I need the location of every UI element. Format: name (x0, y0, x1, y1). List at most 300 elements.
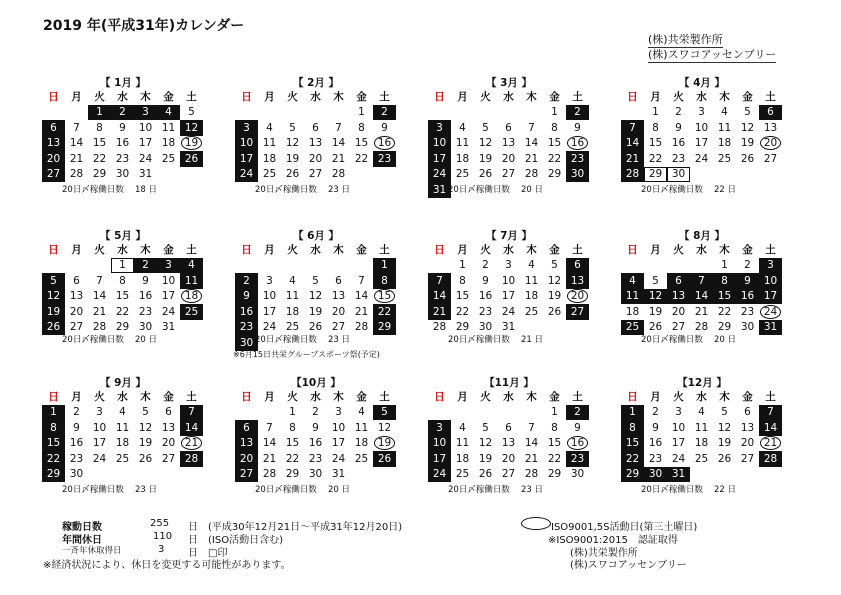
empty-cell (667, 258, 690, 274)
day-cell: 28 (69, 168, 84, 181)
day-cell: 18 (694, 437, 709, 450)
day-cell: 28 (331, 168, 346, 181)
day-cell: 26 (740, 152, 755, 165)
footer-company-2: (株)スワコアッセンブリー (570, 560, 687, 571)
day-cell: 2 (235, 273, 258, 289)
day-cell: 12 (138, 421, 153, 434)
day-cell: 2 (566, 105, 589, 121)
day-cell: 2 (111, 105, 134, 121)
day-cell: 10 (694, 121, 709, 134)
weekday-header: 月 (264, 244, 275, 257)
day-cell (180, 289, 203, 305)
weekday-header: 金 (742, 391, 753, 404)
day-cell: 24 (138, 152, 153, 165)
day-cell: 23 (740, 305, 755, 318)
day-cell: 1 (111, 258, 134, 274)
day-cell: 16 (736, 289, 759, 305)
day-cell: 24 (501, 305, 516, 318)
empty-cell (497, 105, 520, 121)
day-cell: 15 (547, 137, 562, 150)
day-cell: 17 (235, 151, 258, 167)
day-cell: 28 (354, 321, 369, 334)
day-cell: 5 (142, 406, 149, 419)
month-workdays: 20日〆稼働日数 18 日 (62, 185, 158, 195)
day-cell: 20 (42, 151, 65, 167)
day-cell: 20 (740, 437, 755, 450)
month-grid (42, 242, 204, 335)
day-cell: 9 (652, 421, 659, 434)
day-cell: 31 (138, 168, 153, 181)
day-cell: 19 (42, 304, 65, 320)
weekday-header: 金 (163, 91, 174, 104)
weekday-header: 月 (650, 244, 661, 257)
month-name: 【 2月 】 (292, 77, 340, 89)
empty-cell (621, 105, 644, 121)
day-cell: 20 (235, 451, 258, 467)
company-leave-label: 一斉年休取得日 (62, 546, 122, 556)
day-cell: 16 (235, 304, 258, 320)
day-cell: 8 (459, 274, 466, 287)
day-cell: 19 (308, 305, 323, 318)
day-cell: 22 (717, 305, 732, 318)
month-workdays: 20日〆稼働日数 23 日 (448, 485, 544, 495)
day-cell: 26 (308, 321, 323, 334)
day-cell (566, 289, 589, 305)
day-cell: 22 (621, 451, 644, 467)
day-cell: 6 (505, 421, 512, 434)
day-cell: 2 (373, 105, 396, 121)
day-cell: 5 (551, 259, 558, 272)
day-cell: 29 (115, 321, 130, 334)
day-cell: 8 (373, 273, 396, 289)
empty-cell (235, 258, 258, 274)
day-cell (373, 436, 396, 452)
day-cell: 6 (744, 406, 751, 419)
day-cell: 22 (285, 452, 300, 465)
operating-days-label: 稼動日数 (62, 522, 102, 533)
day-cell (759, 436, 782, 452)
day-cell: 27 (501, 168, 516, 181)
month-name: 【 5月 】 (99, 230, 147, 242)
month-workdays: 20日〆稼働日数 23 日 (255, 335, 351, 345)
weekday-header: 土 (765, 391, 776, 404)
day-cell: 7 (528, 121, 535, 134)
day-cell (566, 436, 589, 452)
day-cell: 28 (524, 468, 539, 481)
day-cell: 14 (92, 290, 107, 303)
weekday-header: 日 (627, 244, 638, 257)
day-cell: 27 (161, 452, 176, 465)
weekday-header: 日 (434, 91, 445, 104)
day-cell: 28 (759, 451, 782, 467)
day-cell: 26 (648, 321, 663, 334)
day-cell: 19 (717, 437, 732, 450)
day-cell: 26 (180, 151, 203, 167)
company-header (648, 33, 776, 63)
weekday-header: 木 (140, 391, 151, 404)
day-cell: 10 (759, 273, 782, 289)
empty-cell (520, 105, 543, 121)
day-cell: 1 (621, 405, 644, 421)
day-cell: 27 (566, 304, 589, 320)
disclaimer: ※経済状況により、休日を変更する可能性があります。 (43, 560, 291, 571)
weekday-header: 水 (503, 391, 514, 404)
day-cell: 18 (625, 305, 640, 318)
day-cell: 9 (381, 121, 388, 134)
day-cell: 22 (648, 152, 663, 165)
day-cell: 19 (285, 152, 300, 165)
month-name: 【12月 】 (677, 377, 727, 389)
day-cell: 4 (698, 406, 705, 419)
empty-cell (428, 258, 451, 274)
weekday-header: 木 (140, 244, 151, 257)
day-cell: 1 (42, 405, 65, 421)
empty-cell (258, 258, 281, 274)
day-cell: 2 (652, 406, 659, 419)
day-cell: 31 (759, 320, 782, 336)
day-cell: 18 (115, 437, 130, 450)
day-cell: 28 (621, 167, 644, 183)
day-cell: 26 (478, 168, 493, 181)
day-cell: 15 (648, 137, 663, 150)
empty-cell (621, 258, 644, 274)
month-workdays: 20日〆稼働日数 22 日 (641, 185, 737, 195)
day-cell: 27 (501, 468, 516, 481)
weekday-header: 土 (379, 91, 390, 104)
weekday-header: 火 (480, 391, 491, 404)
weekday-header: 木 (526, 244, 537, 257)
day-cell: 27 (331, 321, 346, 334)
day-cell: 8 (621, 420, 644, 436)
weekday-header: 木 (526, 91, 537, 104)
day-cell: 19 (478, 452, 493, 465)
month-workdays: 20日〆稼働日数 20 日 (448, 185, 544, 195)
day-cell: 7 (358, 274, 365, 287)
day-cell: 2 (312, 406, 319, 419)
day-cell: 4 (358, 406, 365, 419)
day-cell: 3 (235, 120, 258, 136)
empty-cell (281, 105, 304, 121)
iso-activity-day: 16 (374, 136, 395, 150)
day-cell: 8 (42, 420, 65, 436)
day-cell: 12 (377, 421, 392, 434)
day-cell: 4 (528, 259, 535, 272)
day-cell: 3 (157, 258, 180, 274)
month-workdays: 20日〆稼働日数 22 日 (641, 485, 737, 495)
weekday-header: 土 (765, 244, 776, 257)
day-cell: 16 (138, 290, 153, 303)
month-name: 【 8月 】 (678, 230, 726, 242)
weekday-header: 金 (163, 391, 174, 404)
weekday-header: 月 (457, 391, 468, 404)
weekday-header: 金 (356, 91, 367, 104)
weekday-header: 土 (186, 91, 197, 104)
day-cell: 11 (262, 137, 277, 150)
day-cell: 23 (478, 305, 493, 318)
day-cell: 26 (285, 168, 300, 181)
day-cell: 7 (73, 121, 80, 134)
iso-activity-day: 18 (181, 289, 202, 303)
empty-cell (258, 105, 281, 121)
weekday-header: 日 (241, 391, 252, 404)
day-cell: 13 (501, 437, 516, 450)
day-cell: 30 (740, 321, 755, 334)
day-cell: 8 (551, 121, 558, 134)
day-cell: 7 (621, 120, 644, 136)
day-cell: 22 (547, 452, 562, 465)
day-cell: 26 (547, 305, 562, 318)
month-block (621, 375, 783, 495)
day-cell: 21 (524, 152, 539, 165)
day-cell: 7 (428, 273, 451, 289)
weekday-header: 火 (94, 244, 105, 257)
day-cell: 20 (161, 437, 176, 450)
month-workdays: 20日〆稼働日数 20 日 (641, 335, 737, 345)
day-cell: 19 (478, 152, 493, 165)
day-cell: 12 (308, 290, 323, 303)
day-cell: 25 (524, 305, 539, 318)
day-cell: 24 (161, 305, 176, 318)
weekday-header: 金 (549, 244, 560, 257)
day-cell: 22 (115, 305, 130, 318)
day-cell: 23 (69, 452, 84, 465)
day-cell: 24 (671, 452, 686, 465)
day-cell: 7 (266, 421, 273, 434)
day-cell: 29 (547, 468, 562, 481)
day-cell: 27 (671, 321, 686, 334)
day-cell: 9 (675, 121, 682, 134)
weekday-header: 火 (480, 91, 491, 104)
day-cell: 28 (694, 321, 709, 334)
day-cell: 29 (547, 168, 562, 181)
day-cell: 13 (69, 290, 84, 303)
month-block (42, 375, 204, 495)
day-cell: 26 (373, 451, 396, 467)
day-cell: 20 (308, 152, 323, 165)
day-cell: 16 (671, 137, 686, 150)
day-cell: 25 (115, 452, 130, 465)
day-cell: 31 (331, 468, 346, 481)
day-cell: 25 (717, 152, 732, 165)
day-cell: 24 (262, 321, 277, 334)
weekday-header: 火 (94, 391, 105, 404)
day-cell: 3 (759, 258, 782, 274)
day-cell: 5 (373, 405, 396, 421)
day-cell: 10 (235, 136, 258, 152)
weekday-header: 火 (673, 391, 684, 404)
day-cell: 9 (574, 421, 581, 434)
company-leave-unit: 日 (188, 548, 198, 559)
day-cell: 22 (42, 451, 65, 467)
day-cell: 5 (721, 406, 728, 419)
day-cell: 6 (73, 274, 80, 287)
day-cell: 30 (308, 468, 323, 481)
day-cell: 23 (373, 151, 396, 167)
day-cell: 14 (331, 137, 346, 150)
empty-cell (520, 405, 543, 421)
month-block (42, 75, 204, 195)
day-cell: 21 (694, 305, 709, 318)
day-cell: 23 (566, 151, 589, 167)
day-cell: 23 (566, 451, 589, 467)
day-cell: 12 (547, 274, 562, 287)
day-cell: 5 (42, 273, 65, 289)
day-cell: 24 (694, 152, 709, 165)
weekday-header: 水 (310, 244, 321, 257)
empty-cell (65, 258, 88, 274)
empty-cell (474, 405, 497, 421)
weekday-header: 水 (310, 391, 321, 404)
day-cell: 6 (566, 258, 589, 274)
day-cell: 29 (92, 168, 107, 181)
day-cell: 24 (92, 452, 107, 465)
month-grid (621, 89, 783, 182)
day-cell: 10 (428, 136, 451, 152)
day-cell: 3 (428, 120, 451, 136)
day-cell: 31 (667, 467, 690, 483)
month-workdays: 20日〆稼働日数 23 日 (62, 485, 158, 495)
day-cell: 23 (308, 452, 323, 465)
day-cell: 9 (73, 421, 80, 434)
day-cell: 2 (675, 106, 682, 119)
empty-cell (428, 105, 451, 121)
month-workdays: 20日〆稼働日数 20 日 (255, 485, 351, 495)
weekday-header: 火 (287, 91, 298, 104)
day-cell: 28 (92, 321, 107, 334)
calendar-title: 2019 年(平成31年)カレンダー (43, 18, 245, 34)
day-cell: 29 (42, 467, 65, 483)
day-cell: 1 (88, 105, 111, 121)
day-cell: 1 (289, 406, 296, 419)
month-block (42, 228, 204, 345)
day-cell (759, 136, 782, 152)
day-cell: 4 (180, 258, 203, 274)
day-cell: 15 (92, 137, 107, 150)
weekday-header: 日 (627, 91, 638, 104)
day-cell: 9 (574, 121, 581, 134)
weekday-header: 木 (333, 244, 344, 257)
day-cell: 30 (69, 468, 84, 481)
day-cell: 22 (455, 305, 470, 318)
day-cell: 10 (262, 290, 277, 303)
day-cell: 8 (358, 121, 365, 134)
month-block (621, 75, 783, 195)
day-cell: 30 (115, 168, 130, 181)
day-cell: 17 (759, 289, 782, 305)
weekday-header: 水 (696, 391, 707, 404)
weekday-header: 土 (572, 244, 583, 257)
weekday-header: 日 (48, 391, 59, 404)
day-cell: 16 (478, 290, 493, 303)
day-cell: 17 (161, 290, 176, 303)
empty-cell (235, 405, 258, 421)
day-cell: 20 (501, 452, 516, 465)
day-cell: 17 (694, 137, 709, 150)
day-cell: 15 (713, 289, 736, 305)
day-cell: 25 (354, 452, 369, 465)
annual-holidays-unit: 日 (188, 535, 198, 546)
month-grid (621, 389, 783, 482)
day-cell: 21 (428, 304, 451, 320)
day-cell: 8 (713, 273, 736, 289)
annual-holidays-label: 年間休日 (62, 535, 102, 546)
day-cell: 14 (524, 437, 539, 450)
month-name: 【10月 】 (291, 377, 341, 389)
june-event-note: ※6月15日共栄グループスポーツ祭(予定) (233, 350, 380, 359)
weekday-header: 木 (719, 391, 730, 404)
iso-activity-day: 16 (567, 136, 588, 150)
day-cell: 12 (717, 421, 732, 434)
day-cell: 12 (478, 137, 493, 150)
day-cell: 15 (354, 137, 369, 150)
day-cell: 21 (524, 452, 539, 465)
day-cell: 11 (455, 437, 470, 450)
day-cell (759, 304, 782, 320)
iso-activity-day: 15 (374, 289, 395, 303)
operating-days-note: (平成30年12月21日～平成31年12月20日) (208, 522, 403, 533)
iso-activity-day: 24 (760, 305, 781, 319)
day-cell: 4 (289, 274, 296, 287)
day-cell: 25 (455, 168, 470, 181)
day-cell: 20 (671, 305, 686, 318)
day-cell: 25 (180, 304, 203, 320)
day-cell: 6 (667, 273, 690, 289)
day-cell: 17 (501, 290, 516, 303)
month-block (621, 228, 783, 345)
day-cell: 26 (138, 452, 153, 465)
day-cell: 30 (478, 321, 493, 334)
day-cell: 22 (92, 152, 107, 165)
day-cell: 7 (180, 405, 203, 421)
day-cell: 27 (42, 167, 65, 183)
day-cell: 10 (92, 421, 107, 434)
day-cell: 11 (717, 121, 732, 134)
day-cell: 18 (161, 137, 176, 150)
weekday-header: 月 (457, 244, 468, 257)
day-cell: 7 (528, 421, 535, 434)
day-cell: 14 (69, 137, 84, 150)
month-name: 【 1月 】 (99, 77, 147, 89)
day-cell: 16 (115, 137, 130, 150)
day-cell: 11 (161, 121, 176, 134)
day-cell: 9 (142, 274, 149, 287)
day-cell: 12 (644, 289, 667, 305)
day-cell: 14 (354, 290, 369, 303)
month-block (428, 75, 590, 198)
month-block (428, 228, 590, 345)
day-cell: 28 (262, 468, 277, 481)
day-cell: 24 (428, 467, 451, 483)
day-cell: 11 (115, 421, 130, 434)
empty-cell (327, 258, 350, 274)
iso-activity-day: 20 (567, 289, 588, 303)
day-cell: 17 (428, 451, 451, 467)
day-cell: 3 (505, 259, 512, 272)
month-name: 【 9月 】 (99, 377, 147, 389)
day-cell: 30 (667, 167, 690, 183)
day-cell: 18 (524, 290, 539, 303)
iso-activity-day: 19 (374, 436, 395, 450)
operating-days-unit: 日 (188, 522, 198, 533)
day-cell: 13 (566, 273, 589, 289)
day-cell: 15 (547, 437, 562, 450)
day-cell (566, 136, 589, 152)
empty-cell (428, 405, 451, 421)
weekday-header: 月 (71, 244, 82, 257)
day-cell: 13 (42, 136, 65, 152)
day-cell: 2 (482, 259, 489, 272)
day-cell: 19 (138, 437, 153, 450)
